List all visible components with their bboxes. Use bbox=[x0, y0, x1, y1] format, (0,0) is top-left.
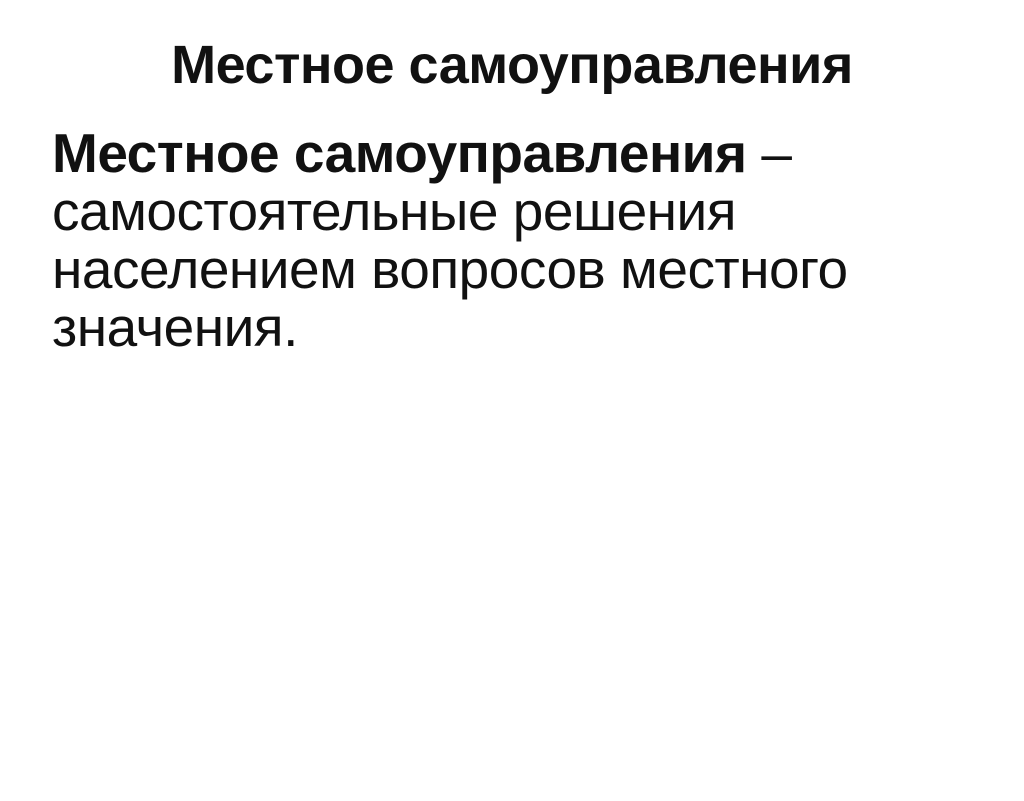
presentation-slide bbox=[0, 34, 1024, 801]
definition-term: Местное самоуправления bbox=[52, 122, 747, 185]
slide-title: Местное самоуправления bbox=[171, 35, 853, 95]
slide-body bbox=[52, 122, 994, 359]
definition-text: – самостоятельные решения населением вопросов местного значения. bbox=[52, 122, 848, 359]
